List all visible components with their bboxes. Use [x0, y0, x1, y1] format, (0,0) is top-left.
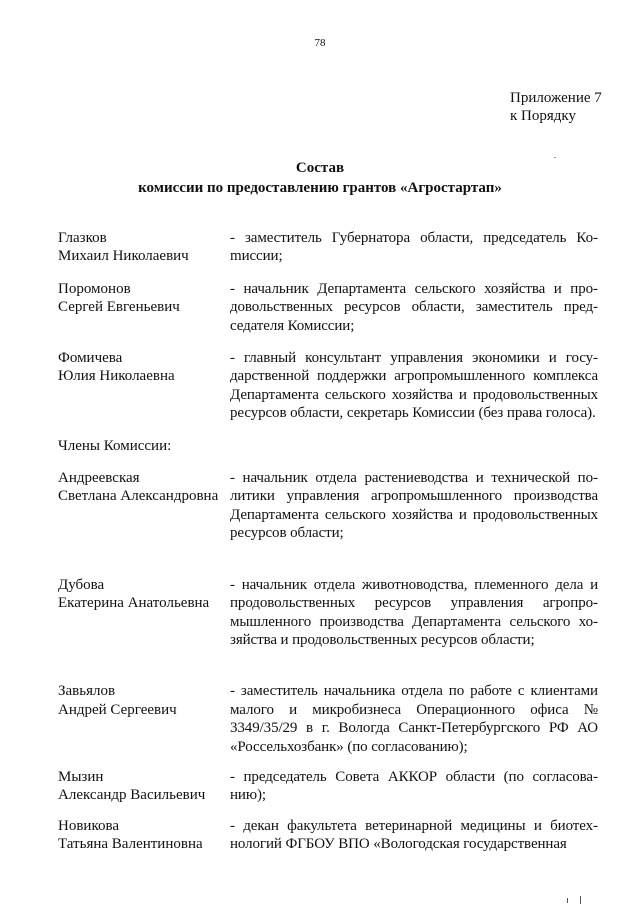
member-row — [58, 576, 598, 650]
member-given-name: Татьяна Валентиновна — [58, 836, 203, 853]
page-number: 78 — [314, 37, 326, 49]
member-surname: Андреевская — [58, 470, 140, 487]
scan-artifact — [580, 896, 581, 904]
member-role: - начальник отдела животноводства, племенного дела и продовольственных ресурсов управления агропромышленного производства Департамента сельского хозяйства и продовольственных ресурсов области; — [230, 576, 598, 648]
member-surname: Дубова — [58, 576, 105, 593]
member-name — [58, 349, 230, 423]
member-row — [58, 280, 598, 335]
member-name — [58, 229, 230, 266]
member-row — [58, 768, 598, 805]
member-surname: Глазков — [58, 230, 107, 246]
member-surname: Завьялов — [58, 683, 116, 700]
member-surname: Фомичева — [58, 350, 123, 367]
member-name — [58, 817, 230, 854]
member-name — [58, 768, 230, 805]
section-label-members: Члены Комиссии: — [58, 437, 172, 454]
member-role: - начальник отдела растениеводства и технической политики управления агропромышленного производства Департамента сельского хозяйства и продовольственных ресурсов области; — [230, 470, 598, 542]
scan-artifact — [567, 898, 568, 903]
member-given-name: Светлана Александровна — [58, 488, 219, 505]
document-title — [0, 158, 640, 198]
member-role: - начальник Департамента сельского хозяйства и продовольственных ресурсов области, заместитель председателя Комиссии; — [230, 280, 598, 334]
member-row — [58, 469, 598, 543]
appendix-line-1: Приложение 7 — [510, 90, 602, 106]
appendix-line-2: к Порядку — [510, 108, 576, 124]
member-role: - заместитель Губернатора области, председатель Коmиссии; — [230, 230, 598, 265]
member-role: - председатель Совета АККОР области (по согласованию); — [230, 768, 598, 804]
member-row — [58, 682, 598, 756]
member-role: - главный консультант управления экономики и государственной поддержки агропромышленного комплекса Департамента сельского хозяйства и продовольственных ресурсов области, секретарь Комиссии (без права голоса). — [230, 350, 598, 422]
title-line-1: Состав — [295, 160, 345, 176]
commission-list — [58, 229, 598, 854]
member-name — [58, 280, 230, 335]
member-name — [58, 682, 230, 756]
member-surname: Новикова — [58, 817, 120, 834]
member-name — [58, 576, 230, 650]
title-line-2: комиссии по предоставлению грантов «Агростартап» — [138, 180, 502, 196]
member-surname: Мызин — [58, 768, 104, 785]
member-row — [58, 229, 598, 266]
member-given-name: Александр Васильевич — [58, 787, 206, 804]
member-name — [58, 469, 230, 543]
member-role: - декан факультета ветеринарной медицины и биотехнологий ФГБОУ ВПО «Вологодская государственная — [230, 817, 598, 853]
member-given-name: Юлия Николаевна — [58, 368, 175, 385]
member-row — [58, 817, 598, 854]
appendix-reference — [510, 89, 602, 125]
member-row — [58, 349, 598, 423]
member-surname: Поромонов — [58, 280, 131, 297]
member-given-name: Михаил Николаевич — [58, 248, 189, 265]
member-role: - заместитель начальника отдела по работе с клиентами малого и микробизнеса Операционного офиса № 3349/35/29 в г. Вологда Санкт-Петербургского РФ АО «Россельхозбанк» (по согласованию); — [230, 683, 598, 755]
member-given-name: Екатерина Анатольевна — [58, 595, 210, 612]
member-given-name: Сергей Евгеньевич — [58, 299, 180, 316]
member-given-name: Андрей Сергеевич — [58, 701, 177, 718]
